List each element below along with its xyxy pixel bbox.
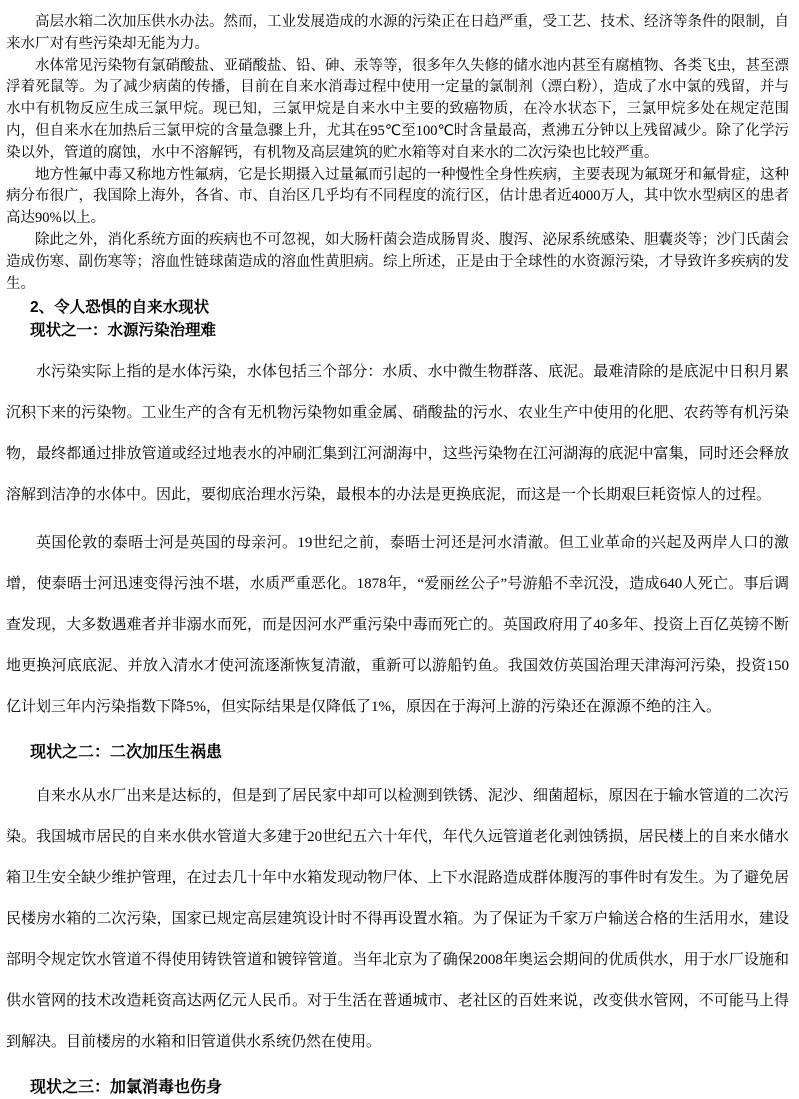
section-heading: 2、令人恐惧的自来水现状 (30, 299, 210, 317)
paragraph: 水污染实际上指的是水体污染，水体包括三个部分：水质、水中微生物群落、底泥。最难清除的是底泥中日积月累沉积下来的污染物。工业生产的含有无机物污染物如重金属、硝酸盐的污水、农业生产中使用的化肥、农药等有机污染物，最终都通过排放管道或经过地表水的冲刷汇集到江河湖海中，这些污染物在江河湖海的底泥中富集，同时还会释放溶解到洁净的水体中。因此，要彻底治理水污染，最根本的办法是更换底泥，而这是一个长期艰巨耗资惊人的过程。 (6, 364, 789, 504)
section-heading: 现状之二：二次加压生祸患 (30, 744, 223, 762)
paragraph: 除此之外，消化系统方面的疾病也不可忽视，如大肠杆菌会造成肠胃炎、腹泻、泌尿系统感染、胆囊炎等；沙门氏菌会造成伤寒、副伤寒等；溶血性链球菌造成的溶血性黄胆病。综上所述，正是由于全球性的水资源污染，才导致许多疾病的发生。 (6, 231, 789, 292)
document-body (6, 12, 789, 1099)
paragraph: 地方性氟中毒又称地方性氟病，它是长期摄入过量氟而引起的一种慢性全身性疾病，主要表现为氟斑牙和氟骨症，这种病分布很广，我国除上海外，各省、市、自治区几乎均有不同程度的流行区，估计患者近4000万人，其中饮水型病区的患者高达90%以上。 (6, 166, 789, 227)
paragraph: 自来水从水厂出来是达标的，但是到了居民家中却可以检测到铁锈、泥沙、细菌超标，原因在于输水管道的二次污染。我国城市居民的自来水供水管道大多建于20世纪五六十年代，年代久远管道老化剥蚀锈损，居民楼上的自来水储水箱卫生安全缺少维护管理，在过去几十年中水箱发现动物尸体、上下水混路造成群体腹泻的事件时有发生。为了避免居民楼房水箱的二次污染，国家已规定高层建筑设计时不得再设置水箱。为了保证为千家万户输送合格的生活用水，建设部明令规定饮水管道不得使用铸铁管道和镀锌管道。当年北京为了确保2008年奥运会期间的优质供水，用于水厂设施和供水管网的技术改造耗资高达两亿元人民币。对于生活在普通城市、老社区的百姓来说，改变供水管网，不可能马上得到解决。目前楼房的水箱和旧管道供水系统仍然在使用。 (6, 788, 789, 1051)
paragraph: 英国伦敦的泰晤士河是英国的母亲河。19世纪之前，泰晤士河还是河水清澈。但工业革命的兴起及两岸人口的激增，使泰晤士河迅速变得污浊不堪，水质严重恶化。1878年，“爱丽丝公子”号游船不幸沉没，造成640人死亡。事后调查发现，大多数遇难者并非溺水而死，而是因河水严重污染中毒而死亡的。英国政府用了40多年、投资上百亿英镑不断地更换河底底泥、并放入清水才使河流逐渐恢复清澈，重新可以游船钓鱼。我国效仿英国治理天津海河污染，投资150亿计划三年内污染指数下降5%，但实际结果是仅降低了1%，原因在于海河上游的污染还在源源不绝的注入。 (6, 535, 789, 716)
section-heading: 现状之一：水源污染治理难 (30, 321, 217, 339)
section-heading: 现状之三：加氯消毒也伤身 (30, 1079, 223, 1097)
paragraph: 高层水箱二次加压供水办法。然而，工业发展造成的水源的污染正在日趋严重，受工艺、技术、经济等条件的限制，自来水厂对有些污染却无能为力。 (6, 14, 789, 52)
paragraph: 水体常见污染物有氯硝酸盐、亚硝酸盐、铅、砷、汞等等，很多年久失修的储水池内甚至有腐植物、各类飞虫，甚至漂浮着死鼠等。为了减少病菌的传播，目前在自来水消毒过程中使用一定量的氯制剂（漂白粉），造成了水中氯的残留，并与水中有机物反应生成三氯甲烷。现已知，三氯甲烷是自来水中主要的致癌物质，在冷水状态下，三氯甲烷多处在规定范围内，但自来水在加热后三氯甲烷的含量急骤上升，尤其在95℃至100℃时含量最高，煮沸五分钟以上残留减少。除了化学污染以外，管道的腐蚀，水中不溶解钙，有机物及高层建筑的贮水箱等对自来水的二次污染也比较严重。 (6, 57, 789, 161)
